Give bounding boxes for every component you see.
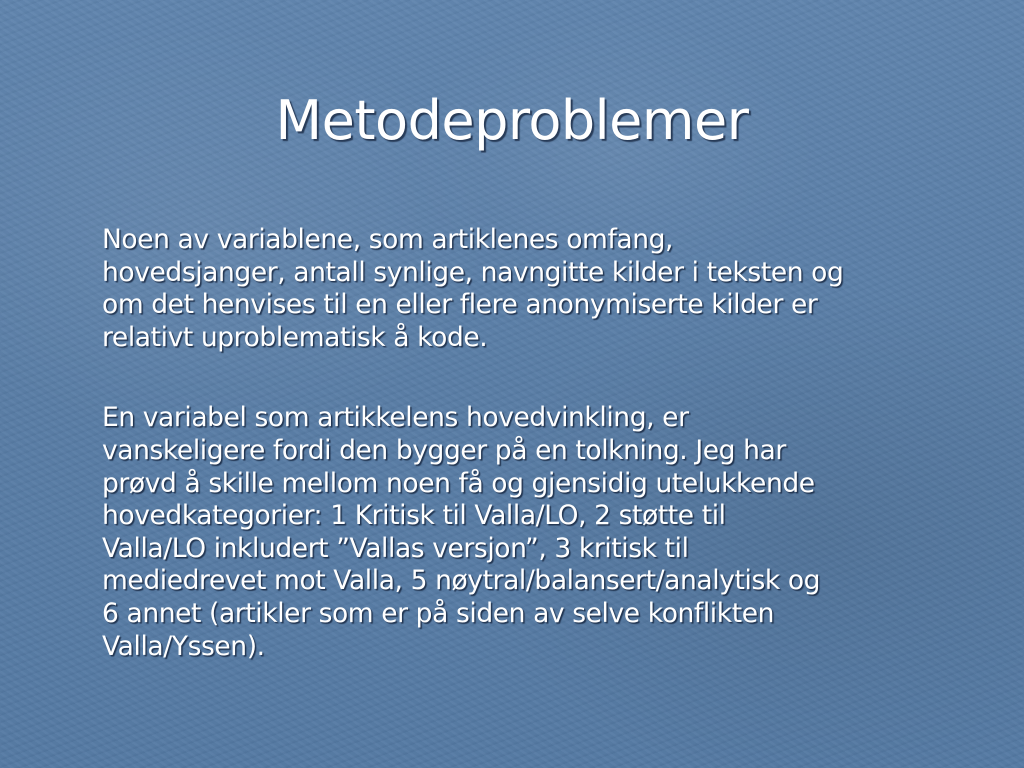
text-line: vanskeligere fordi den bygger på en tolkning. Jeg har bbox=[102, 434, 786, 466]
text-line: 6 annet (artikler som er på siden av selve konflikten bbox=[102, 597, 774, 629]
text-line: Valla/Yssen). bbox=[102, 630, 265, 662]
text-line: hovedkategorier: 1 Kritisk til Valla/LO, 2 støtte til bbox=[102, 500, 726, 532]
text-line: hovedsjanger, antall synlige, navngitte kilder i teksten og bbox=[102, 256, 844, 288]
slide-title: Metodeproblemer bbox=[275, 89, 749, 152]
text-line: En variabel som artikkelens hovedvinkling, er bbox=[102, 402, 689, 434]
text-line: Noen av variablene, som artiklenes omfang, bbox=[102, 224, 674, 255]
text-line: Valla/LO inkludert ”Vallas versjon”, 3 kritisk til bbox=[102, 532, 689, 564]
text-line: mediedrevet mot Valla, 5 nøytral/balansert/analytisk og bbox=[102, 565, 821, 597]
text-line: relativt uproblematisk å kode. bbox=[102, 321, 488, 353]
text-line: prøvd å skille mellom noen få og gjensidig utelukkende bbox=[102, 467, 815, 499]
slide-body bbox=[102, 224, 970, 663]
paragraph-2 bbox=[102, 402, 970, 663]
paragraph-1 bbox=[102, 224, 970, 354]
text-line: om det henvises til en eller flere anonymiserte kilder er bbox=[102, 289, 818, 321]
